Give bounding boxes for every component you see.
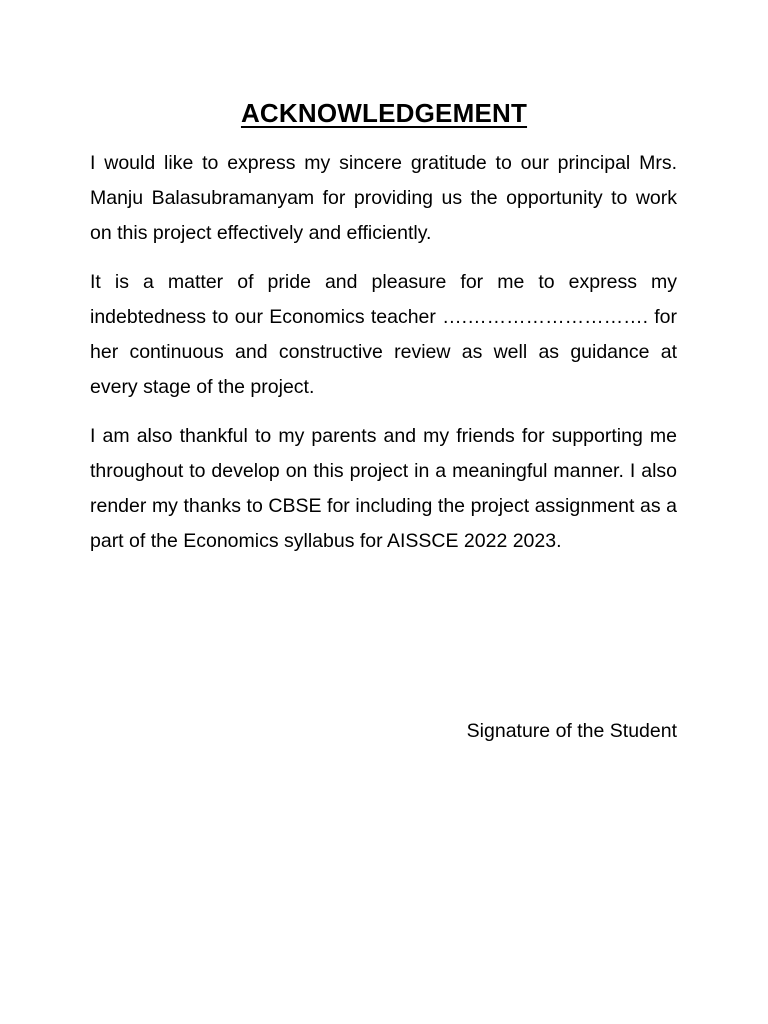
page-title: ACKNOWLEDGEMENT xyxy=(240,98,528,128)
paragraph-gratitude-teacher: It is a matter of pride and pleasure for me to express my indebtedness to our Economics teacher ….………………………. for her continuous and constructive review as well as guidance at every stage of the project. xyxy=(90,271,677,398)
paragraph-gratitude-parents-cbse: I am also thankful to my parents and my friends for supporting me throughout to develop on this project in a meaningful manner. I also render my thanks to CBSE for including the project assignment as a part of the Economics syllabus for AISSCE 2022 2023. xyxy=(90,425,677,552)
acknowledgement-body xyxy=(90,146,677,573)
signature-label: Signature of the Student xyxy=(466,720,677,742)
paragraph-gratitude-principal: I would like to express my sincere gratitude to our principal Mrs. Manju Balasubramanyam for providing us the opportunity to work on this project effectively and efficiently. xyxy=(90,152,677,244)
